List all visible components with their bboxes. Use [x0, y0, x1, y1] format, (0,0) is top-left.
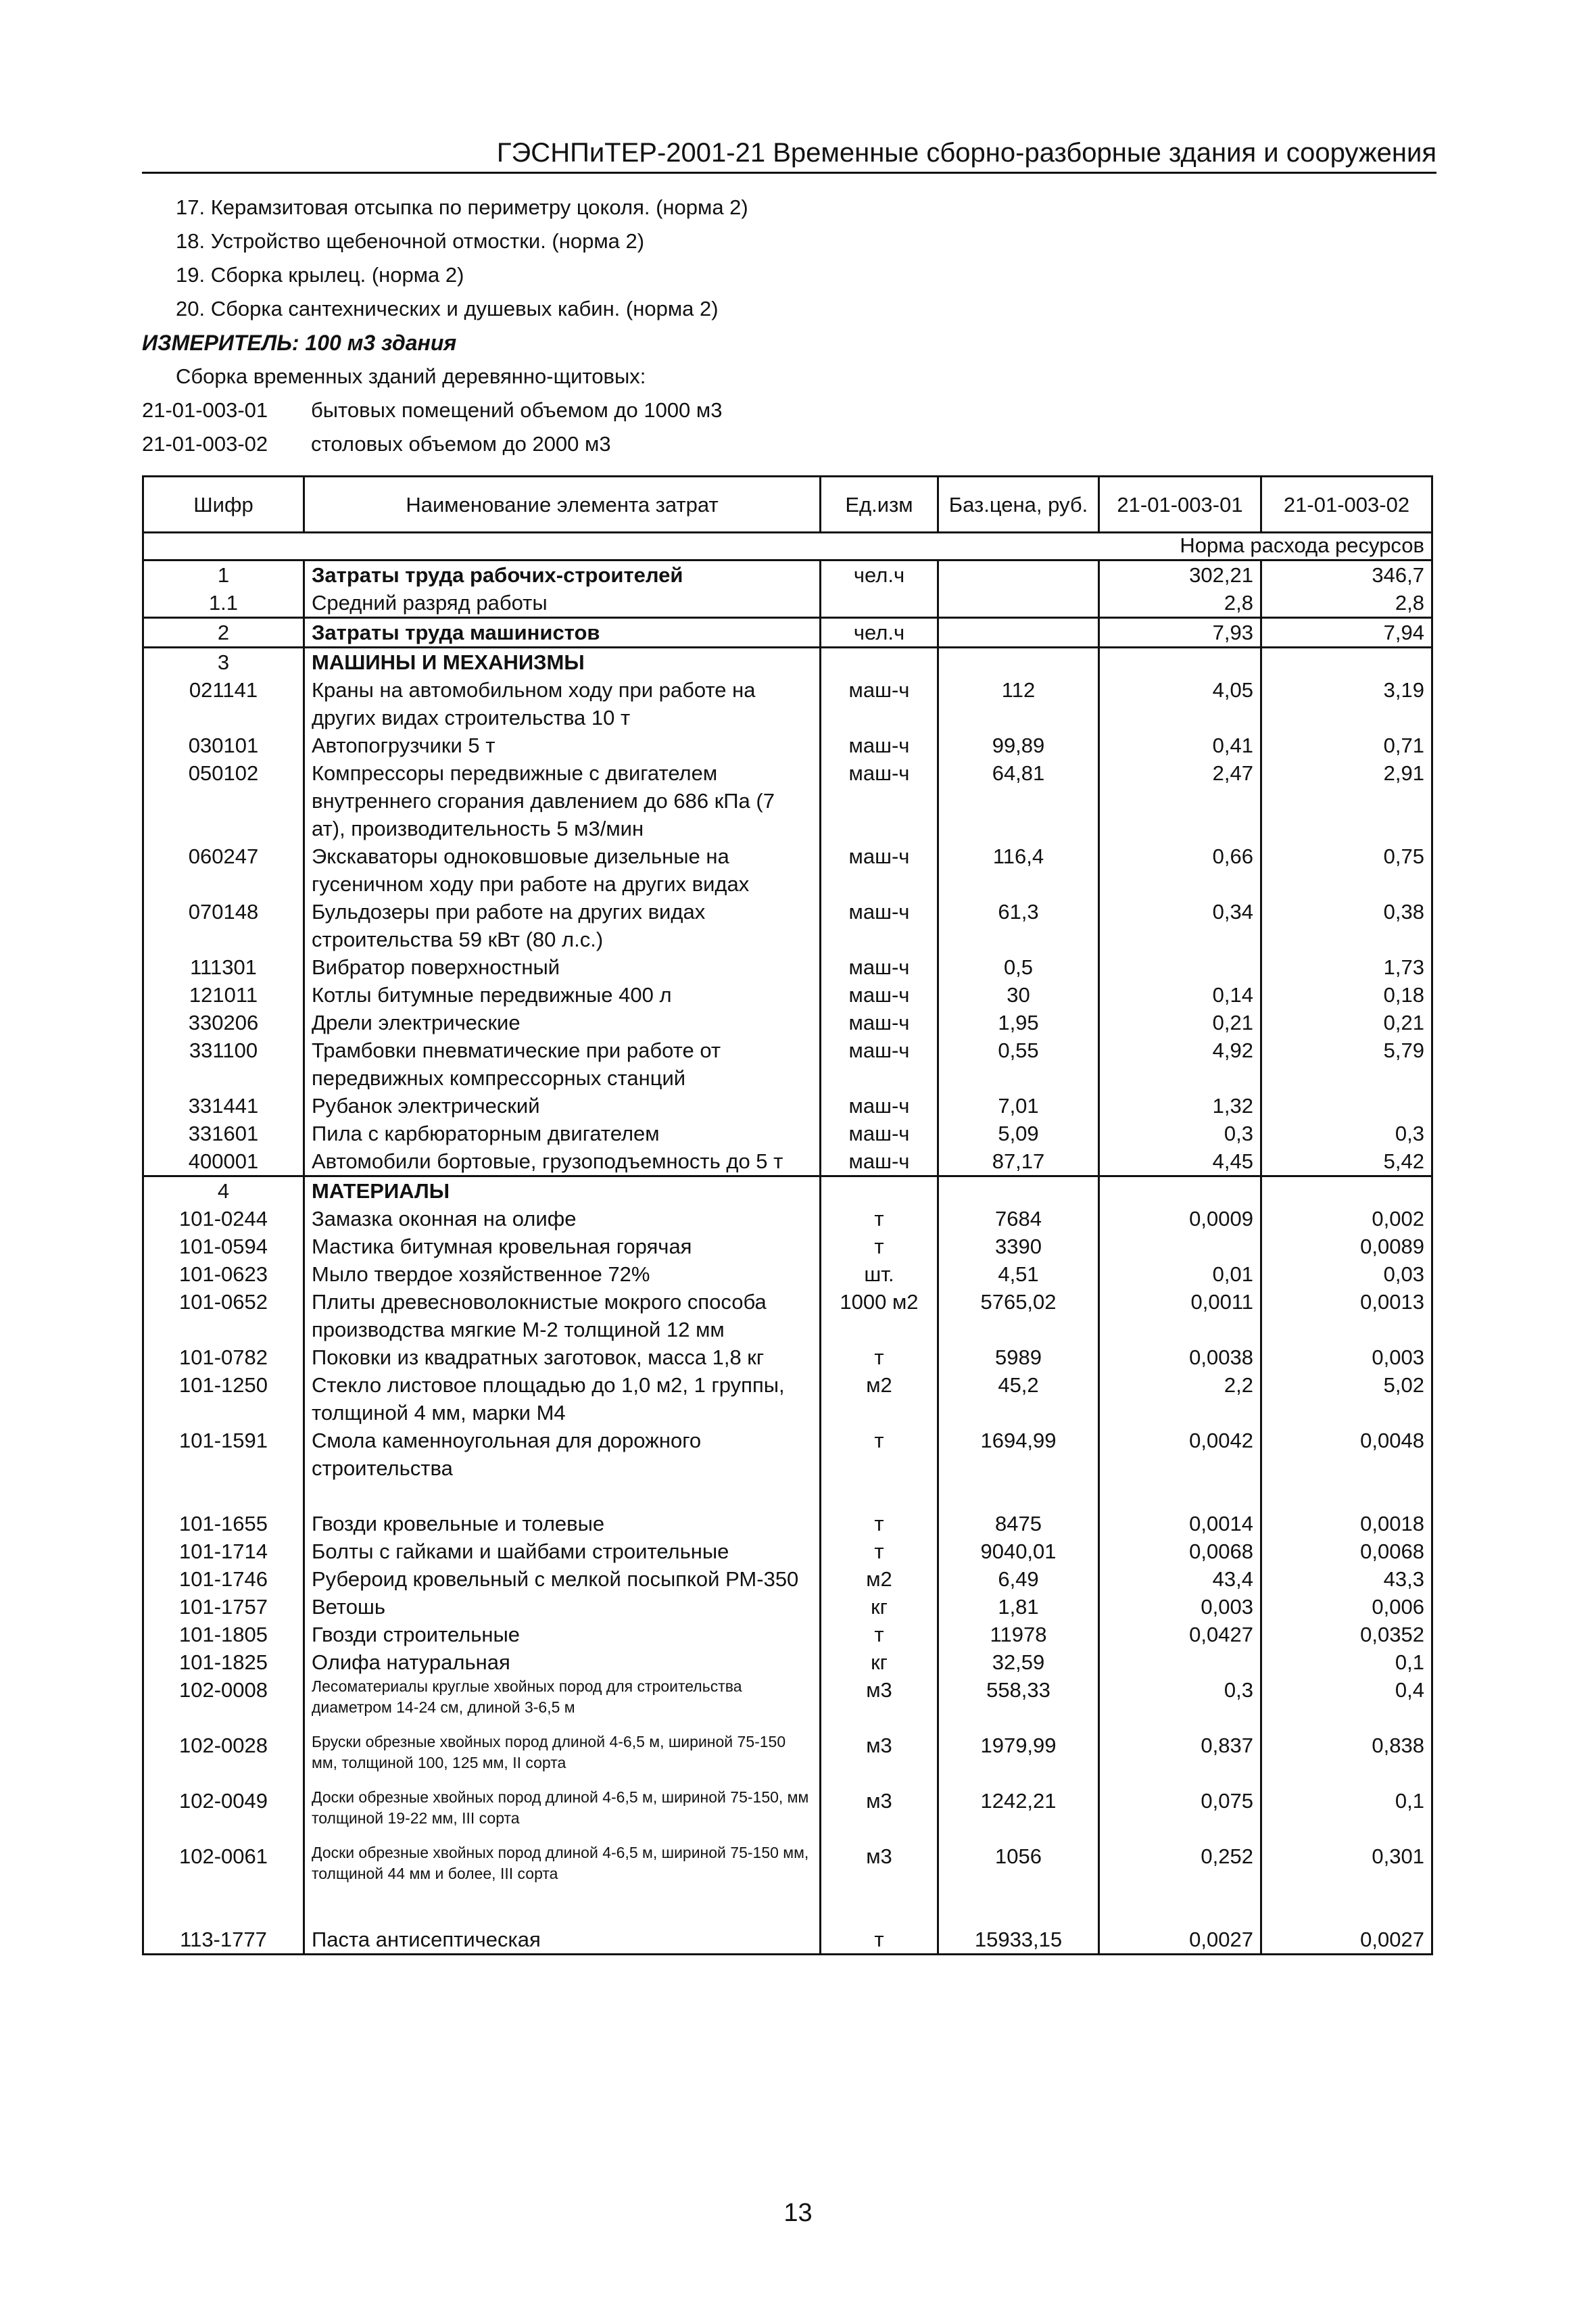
- cell-name: Пила с карбюраторным двигателем: [304, 1120, 821, 1147]
- cell-norm-2: [1261, 1176, 1432, 1206]
- cell-code: 330206: [143, 1009, 304, 1036]
- cell-norm-2: 0,3: [1261, 1120, 1432, 1147]
- table-row: [143, 1009, 1432, 1036]
- cell-norm-1: 0,14: [1099, 981, 1261, 1009]
- cell-norm-1: 4,45: [1099, 1147, 1261, 1176]
- cell-name: Паста антисептическая: [304, 1926, 821, 1955]
- cell-price: 5,09: [938, 1120, 1099, 1147]
- cell-price: 6,49: [938, 1565, 1099, 1593]
- cell-unit: маш-ч: [821, 732, 938, 759]
- cell-norm-1: 0,41: [1099, 732, 1261, 759]
- cell-norm-2: 0,0068: [1261, 1537, 1432, 1565]
- cell-norm-2: 0,38: [1261, 898, 1432, 953]
- cell-code: 101-1591: [143, 1427, 304, 1510]
- cell-unit: т: [821, 1427, 938, 1510]
- cell-code: 331100: [143, 1036, 304, 1092]
- cell-name: Котлы битумные передвижные 400 л: [304, 981, 821, 1009]
- header-cell-price: Баз.цена, руб.: [938, 477, 1099, 533]
- cell-price: 99,89: [938, 732, 1099, 759]
- cell-unit: 1000 м2: [821, 1288, 938, 1343]
- table-row: [143, 1676, 1432, 1732]
- cell-price: 3390: [938, 1233, 1099, 1260]
- cell-norm-1: [1099, 1233, 1261, 1260]
- cell-name: Дрели электрические: [304, 1009, 821, 1036]
- cell-price: 8475: [938, 1510, 1099, 1537]
- table-row: [143, 898, 1432, 953]
- cell-unit: т: [821, 1510, 938, 1537]
- cell-code: 101-1250: [143, 1371, 304, 1427]
- cell-unit: шт.: [821, 1260, 938, 1288]
- cell-norm-2: 0,75: [1261, 842, 1432, 898]
- cell-name: Ветошь: [304, 1593, 821, 1621]
- table-row: [143, 1926, 1432, 1955]
- code-text: столовых объемом до 2000 м3: [311, 432, 611, 456]
- cell-norm-1: 0,252: [1099, 1842, 1261, 1926]
- table-row: [143, 1036, 1432, 1092]
- table-row: [143, 1288, 1432, 1343]
- cell-norm-1: [1099, 648, 1261, 677]
- cell-norm-2: 1,73: [1261, 953, 1432, 981]
- cell-price: 7,01: [938, 1092, 1099, 1120]
- table-header-row: [143, 477, 1432, 533]
- code-number: 21-01-003-01: [142, 398, 268, 422]
- cell-code: 331601: [143, 1120, 304, 1147]
- cell-code: 113-1777: [143, 1926, 304, 1955]
- cell-norm-2: 0,0048: [1261, 1427, 1432, 1510]
- table-row: [143, 842, 1432, 898]
- cell-code: 1: [143, 560, 304, 590]
- cell-name: Стекло листовое площадью до 1,0 м2, 1 группы, толщиной 4 мм, марки М4: [304, 1371, 821, 1427]
- cell-name: Доски обрезные хвойных пород длиной 4-6,5 м, шириной 75-150 мм, толщиной 44 мм и более, III сорта: [304, 1842, 821, 1926]
- cell-price: 1694,99: [938, 1427, 1099, 1510]
- measure-unit: ИЗМЕРИТЕЛЬ: 100 м3 здания: [142, 331, 457, 355]
- cell-unit: м3: [821, 1842, 938, 1926]
- cell-unit: маш-ч: [821, 1147, 938, 1176]
- cell-norm-2: 0,03: [1261, 1260, 1432, 1288]
- cell-code: 030101: [143, 732, 304, 759]
- cell-norm-1: 0,0011: [1099, 1288, 1261, 1343]
- header-cell-norm1: 21-01-003-01: [1099, 477, 1261, 533]
- cell-name: Доски обрезные хвойных пород длиной 4-6,5 м, шириной 75-150, мм толщиной 19-22 мм, III сорта: [304, 1787, 821, 1842]
- cell-unit: маш-ч: [821, 1036, 938, 1092]
- cell-name: Мыло твердое хозяйственное 72%: [304, 1260, 821, 1288]
- page-header: ГЭСНПиТЕР-2001-21 Временные сборно-разборные здания и сооружения: [142, 135, 1436, 174]
- cell-price: 64,81: [938, 759, 1099, 842]
- cell-price: 1,95: [938, 1009, 1099, 1036]
- cell-price: 4,51: [938, 1260, 1099, 1288]
- cell-price: 11978: [938, 1621, 1099, 1648]
- cell-name: Плиты древесноволокнистые мокрого способа производства мягкие М-2 толщиной 12 мм: [304, 1288, 821, 1343]
- cell-name: Поковки из квадратных заготовок, масса 1,8 кг: [304, 1343, 821, 1371]
- table-row: [143, 1092, 1432, 1120]
- cell-price: 1056: [938, 1842, 1099, 1926]
- cell-norm-2: 5,79: [1261, 1036, 1432, 1092]
- cell-name: Бульдозеры при работе на других видах строительства 59 кВт (80 л.с.): [304, 898, 821, 953]
- cell-name: Средний разряд работы: [304, 589, 821, 618]
- cell-norm-1: 7,93: [1099, 618, 1261, 648]
- cell-price: [938, 560, 1099, 590]
- cell-price: 45,2: [938, 1371, 1099, 1427]
- cell-unit: маш-ч: [821, 676, 938, 732]
- cell-price: 558,33: [938, 1676, 1099, 1732]
- cell-unit: т: [821, 1621, 938, 1648]
- table-row: [143, 560, 1432, 590]
- cell-norm-1: 1,32: [1099, 1092, 1261, 1120]
- cell-unit: [821, 648, 938, 677]
- cell-unit: чел.ч: [821, 560, 938, 590]
- cell-code: 400001: [143, 1147, 304, 1176]
- cell-unit: маш-ч: [821, 1092, 938, 1120]
- cell-code: 102-0028: [143, 1732, 304, 1787]
- cell-norm-2: 5,42: [1261, 1147, 1432, 1176]
- cell-norm-2: 0,003: [1261, 1343, 1432, 1371]
- cell-unit: т: [821, 1537, 938, 1565]
- cell-norm-1: 0,0009: [1099, 1205, 1261, 1233]
- table-row: [143, 648, 1432, 677]
- code-number: 21-01-003-02: [142, 432, 268, 456]
- cell-name: Олифа натуральная: [304, 1648, 821, 1676]
- table-row: [143, 1787, 1432, 1842]
- cell-price: 9040,01: [938, 1537, 1099, 1565]
- table-row: [143, 1648, 1432, 1676]
- cell-name: Лесоматериалы круглые хвойных пород для строительства диаметром 14-24 см, длиной 3-6,5 м: [304, 1676, 821, 1732]
- page-number: 13: [783, 2199, 813, 2227]
- cell-price: [938, 618, 1099, 648]
- cell-norm-1: 0,0014: [1099, 1510, 1261, 1537]
- cell-norm-1: 2,2: [1099, 1371, 1261, 1427]
- cell-norm-1: 0,21: [1099, 1009, 1261, 1036]
- cell-name: Гвозди строительные: [304, 1621, 821, 1648]
- table-row: [143, 1565, 1432, 1593]
- cell-price: 5765,02: [938, 1288, 1099, 1343]
- cell-name: МАШИНЫ И МЕХАНИЗМЫ: [304, 648, 821, 677]
- cell-price: 15933,15: [938, 1926, 1099, 1955]
- cell-code: 101-1825: [143, 1648, 304, 1676]
- cell-code: 102-0061: [143, 1842, 304, 1926]
- cell-name: МАТЕРИАЛЫ: [304, 1176, 821, 1206]
- header-cell-unit: Ед.изм: [821, 477, 938, 533]
- code-line: [142, 427, 1426, 461]
- cell-price: 1242,21: [938, 1787, 1099, 1842]
- cell-norm-2: 0,0352: [1261, 1621, 1432, 1648]
- cell-norm-1: 0,0027: [1099, 1926, 1261, 1955]
- cell-code: 102-0049: [143, 1787, 304, 1842]
- cell-norm-2: [1261, 1092, 1432, 1120]
- cell-unit: маш-ч: [821, 1120, 938, 1147]
- cell-norm-2: 0,1: [1261, 1648, 1432, 1676]
- cell-name: Смола каменноугольная для дорожного строительства: [304, 1427, 821, 1510]
- cell-code: 102-0008: [143, 1676, 304, 1732]
- cell-name: Гвозди кровельные и толевые: [304, 1510, 821, 1537]
- cell-norm-1: [1099, 1176, 1261, 1206]
- resource-table: [142, 475, 1433, 1955]
- table-row: [143, 1427, 1432, 1510]
- cell-code: 021141: [143, 676, 304, 732]
- cell-name: Трамбовки пневматические при работе от передвижных компрессорных станций: [304, 1036, 821, 1092]
- cell-code: 2: [143, 618, 304, 648]
- cell-code: 101-1655: [143, 1510, 304, 1537]
- cell-norm-2: 346,7: [1261, 560, 1432, 590]
- intro-item: 18. Устройство щебеночной отмостки. (норма 2): [176, 229, 645, 253]
- cell-price: [938, 1176, 1099, 1206]
- cell-unit: чел.ч: [821, 618, 938, 648]
- cell-unit: т: [821, 1233, 938, 1260]
- cell-norm-2: 3,19: [1261, 676, 1432, 732]
- cell-code: 101-1714: [143, 1537, 304, 1565]
- cell-norm-2: 0,0027: [1261, 1926, 1432, 1955]
- cell-norm-2: 0,0089: [1261, 1233, 1432, 1260]
- cell-code: 101-1757: [143, 1593, 304, 1621]
- cell-name: Мастика битумная кровельная горячая: [304, 1233, 821, 1260]
- cell-norm-1: 0,66: [1099, 842, 1261, 898]
- cell-norm-1: 0,34: [1099, 898, 1261, 953]
- cell-norm-2: 0,0018: [1261, 1510, 1432, 1537]
- cell-unit: т: [821, 1926, 938, 1955]
- code-line: [142, 393, 1426, 427]
- cell-unit: маш-ч: [821, 981, 938, 1009]
- table-row: [143, 732, 1432, 759]
- assembly-title: Сборка временных зданий деревянно-щитовых:: [176, 364, 646, 388]
- cell-price: [938, 648, 1099, 677]
- table-row: [143, 1510, 1432, 1537]
- cell-norm-2: 2,91: [1261, 759, 1432, 842]
- cell-name: Болты с гайками и шайбами строительные: [304, 1537, 821, 1565]
- cell-norm-1: 0,0427: [1099, 1621, 1261, 1648]
- cell-norm-2: 7,94: [1261, 618, 1432, 648]
- cell-norm-1: 0,3: [1099, 1120, 1261, 1147]
- cell-price: 116,4: [938, 842, 1099, 898]
- cell-name: Рубанок электрический: [304, 1092, 821, 1120]
- table-row: [143, 1120, 1432, 1147]
- table-row: [143, 981, 1432, 1009]
- cell-unit: м3: [821, 1732, 938, 1787]
- norm-label: Норма расхода ресурсов: [1099, 533, 1432, 560]
- cell-norm-2: 0,0013: [1261, 1288, 1432, 1343]
- cell-price: 0,55: [938, 1036, 1099, 1092]
- cell-code: 121011: [143, 981, 304, 1009]
- cell-code: 060247: [143, 842, 304, 898]
- cell-norm-1: 0,0042: [1099, 1427, 1261, 1510]
- cell-name: Бруски обрезные хвойных пород длиной 4-6,5 м, шириной 75-150 мм, толщиной 100, 125 мм, II сорта: [304, 1732, 821, 1787]
- cell-code: 101-0244: [143, 1205, 304, 1233]
- cell-code: 101-1805: [143, 1621, 304, 1648]
- cell-norm-1: 43,4: [1099, 1565, 1261, 1593]
- table-row: [143, 1205, 1432, 1233]
- norm-label-row: [143, 533, 1432, 560]
- cell-name: Компрессоры передвижные с двигателем внутреннего сгорания давлением до 686 кПа (7 ат), производительность 5 м3/мин: [304, 759, 821, 842]
- table-row: [143, 1593, 1432, 1621]
- cell-code: 101-0782: [143, 1343, 304, 1371]
- cell-unit: т: [821, 1205, 938, 1233]
- cell-code: 4: [143, 1176, 304, 1206]
- header-cell-norm2: 21-01-003-02: [1261, 477, 1432, 533]
- cell-name: Краны на автомобильном ходу при работе на других видах строительства 10 т: [304, 676, 821, 732]
- cell-price: 61,3: [938, 898, 1099, 953]
- cell-name: Автопогрузчики 5 т: [304, 732, 821, 759]
- table-row: [143, 1537, 1432, 1565]
- table-row: [143, 1233, 1432, 1260]
- cell-unit: маш-ч: [821, 1009, 938, 1036]
- cell-unit: [821, 1176, 938, 1206]
- cell-unit: м3: [821, 1676, 938, 1732]
- cell-code: 331441: [143, 1092, 304, 1120]
- cell-norm-2: 2,8: [1261, 589, 1432, 618]
- cell-unit: кг: [821, 1648, 938, 1676]
- code-text: бытовых помещений объемом до 1000 м3: [311, 398, 723, 422]
- cell-price: 112: [938, 676, 1099, 732]
- cell-code: 111301: [143, 953, 304, 981]
- table-row: [143, 759, 1432, 842]
- cell-unit: маш-ч: [821, 759, 938, 842]
- intro-block: [142, 191, 1426, 461]
- cell-unit: т: [821, 1343, 938, 1371]
- cell-norm-2: 0,301: [1261, 1842, 1432, 1926]
- cell-norm-2: 0,006: [1261, 1593, 1432, 1621]
- intro-item: 17. Керамзитовая отсыпка по периметру цоколя. (норма 2): [176, 195, 748, 219]
- cell-norm-2: 0,838: [1261, 1732, 1432, 1787]
- table-row: [143, 1343, 1432, 1371]
- cell-price: 32,59: [938, 1648, 1099, 1676]
- header-cell-code: Шифр: [143, 477, 304, 533]
- cell-price: 87,17: [938, 1147, 1099, 1176]
- cell-norm-1: [1099, 953, 1261, 981]
- cell-name: Затраты труда рабочих-строителей: [304, 560, 821, 590]
- cell-code: 101-1746: [143, 1565, 304, 1593]
- cell-norm-2: 0,18: [1261, 981, 1432, 1009]
- table-row: [143, 1176, 1432, 1206]
- cell-norm-1: 0,01: [1099, 1260, 1261, 1288]
- cell-code: 101-0623: [143, 1260, 304, 1288]
- intro-item: 20. Сборка сантехнических и душевых кабин. (норма 2): [176, 297, 719, 320]
- cell-price: 30: [938, 981, 1099, 1009]
- cell-norm-1: 0,0068: [1099, 1537, 1261, 1565]
- cell-norm-1: [1099, 1648, 1261, 1676]
- cell-norm-1: 2,47: [1099, 759, 1261, 842]
- cell-code: 101-0652: [143, 1288, 304, 1343]
- table-row: [143, 589, 1432, 618]
- cell-name: Вибратор поверхностный: [304, 953, 821, 981]
- table-row: [143, 1371, 1432, 1427]
- cell-price: 1979,99: [938, 1732, 1099, 1787]
- table-row: [143, 1842, 1432, 1926]
- cell-norm-1: 302,21: [1099, 560, 1261, 590]
- cell-code: 070148: [143, 898, 304, 953]
- cell-price: 5989: [938, 1343, 1099, 1371]
- table-row: [143, 676, 1432, 732]
- cell-unit: м3: [821, 1787, 938, 1842]
- cell-price: 1,81: [938, 1593, 1099, 1621]
- cell-unit: маш-ч: [821, 842, 938, 898]
- cell-norm-1: 0,003: [1099, 1593, 1261, 1621]
- cell-code: 3: [143, 648, 304, 677]
- table-row: [143, 618, 1432, 648]
- cell-code: 050102: [143, 759, 304, 842]
- cell-name: Рубероид кровельный с мелкой посыпкой РМ-350: [304, 1565, 821, 1593]
- cell-norm-1: 2,8: [1099, 589, 1261, 618]
- intro-item: 19. Сборка крылец. (норма 2): [176, 263, 464, 287]
- cell-name: Затраты труда машинистов: [304, 618, 821, 648]
- table-row: [143, 1732, 1432, 1787]
- cell-norm-2: 43,3: [1261, 1565, 1432, 1593]
- cell-unit: кг: [821, 1593, 938, 1621]
- cell-name: Автомобили бортовые, грузоподъемность до 5 т: [304, 1147, 821, 1176]
- cell-norm-2: 0,71: [1261, 732, 1432, 759]
- cell-code: 101-0594: [143, 1233, 304, 1260]
- cell-price: 0,5: [938, 953, 1099, 981]
- cell-norm-1: 4,92: [1099, 1036, 1261, 1092]
- cell-norm-1: 4,05: [1099, 676, 1261, 732]
- cell-norm-2: 0,4: [1261, 1676, 1432, 1732]
- cell-unit: м2: [821, 1371, 938, 1427]
- cell-norm-1: 0,0038: [1099, 1343, 1261, 1371]
- cell-unit: м2: [821, 1565, 938, 1593]
- cell-unit: маш-ч: [821, 953, 938, 981]
- table-row: [143, 1621, 1432, 1648]
- cell-norm-1: 0,3: [1099, 1676, 1261, 1732]
- cell-unit: [821, 589, 938, 618]
- cell-price: 7684: [938, 1205, 1099, 1233]
- cell-code: 1.1: [143, 589, 304, 618]
- table-row: [143, 1260, 1432, 1288]
- table-row: [143, 1147, 1432, 1176]
- header-cell-name: Наименование элемента затрат: [304, 477, 821, 533]
- cell-norm-2: 0,002: [1261, 1205, 1432, 1233]
- cell-price: [938, 589, 1099, 618]
- cell-norm-1: 0,075: [1099, 1787, 1261, 1842]
- cell-norm-2: [1261, 648, 1432, 677]
- cell-name: Экскаваторы одноковшовые дизельные на гусеничном ходу при работе на других видах: [304, 842, 821, 898]
- cell-norm-1: 0,837: [1099, 1732, 1261, 1787]
- cell-norm-2: 5,02: [1261, 1371, 1432, 1427]
- cell-unit: маш-ч: [821, 898, 938, 953]
- table-row: [143, 953, 1432, 981]
- cell-name: Замазка оконная на олифе: [304, 1205, 821, 1233]
- cell-norm-2: 0,1: [1261, 1787, 1432, 1842]
- cell-norm-2: 0,21: [1261, 1009, 1432, 1036]
